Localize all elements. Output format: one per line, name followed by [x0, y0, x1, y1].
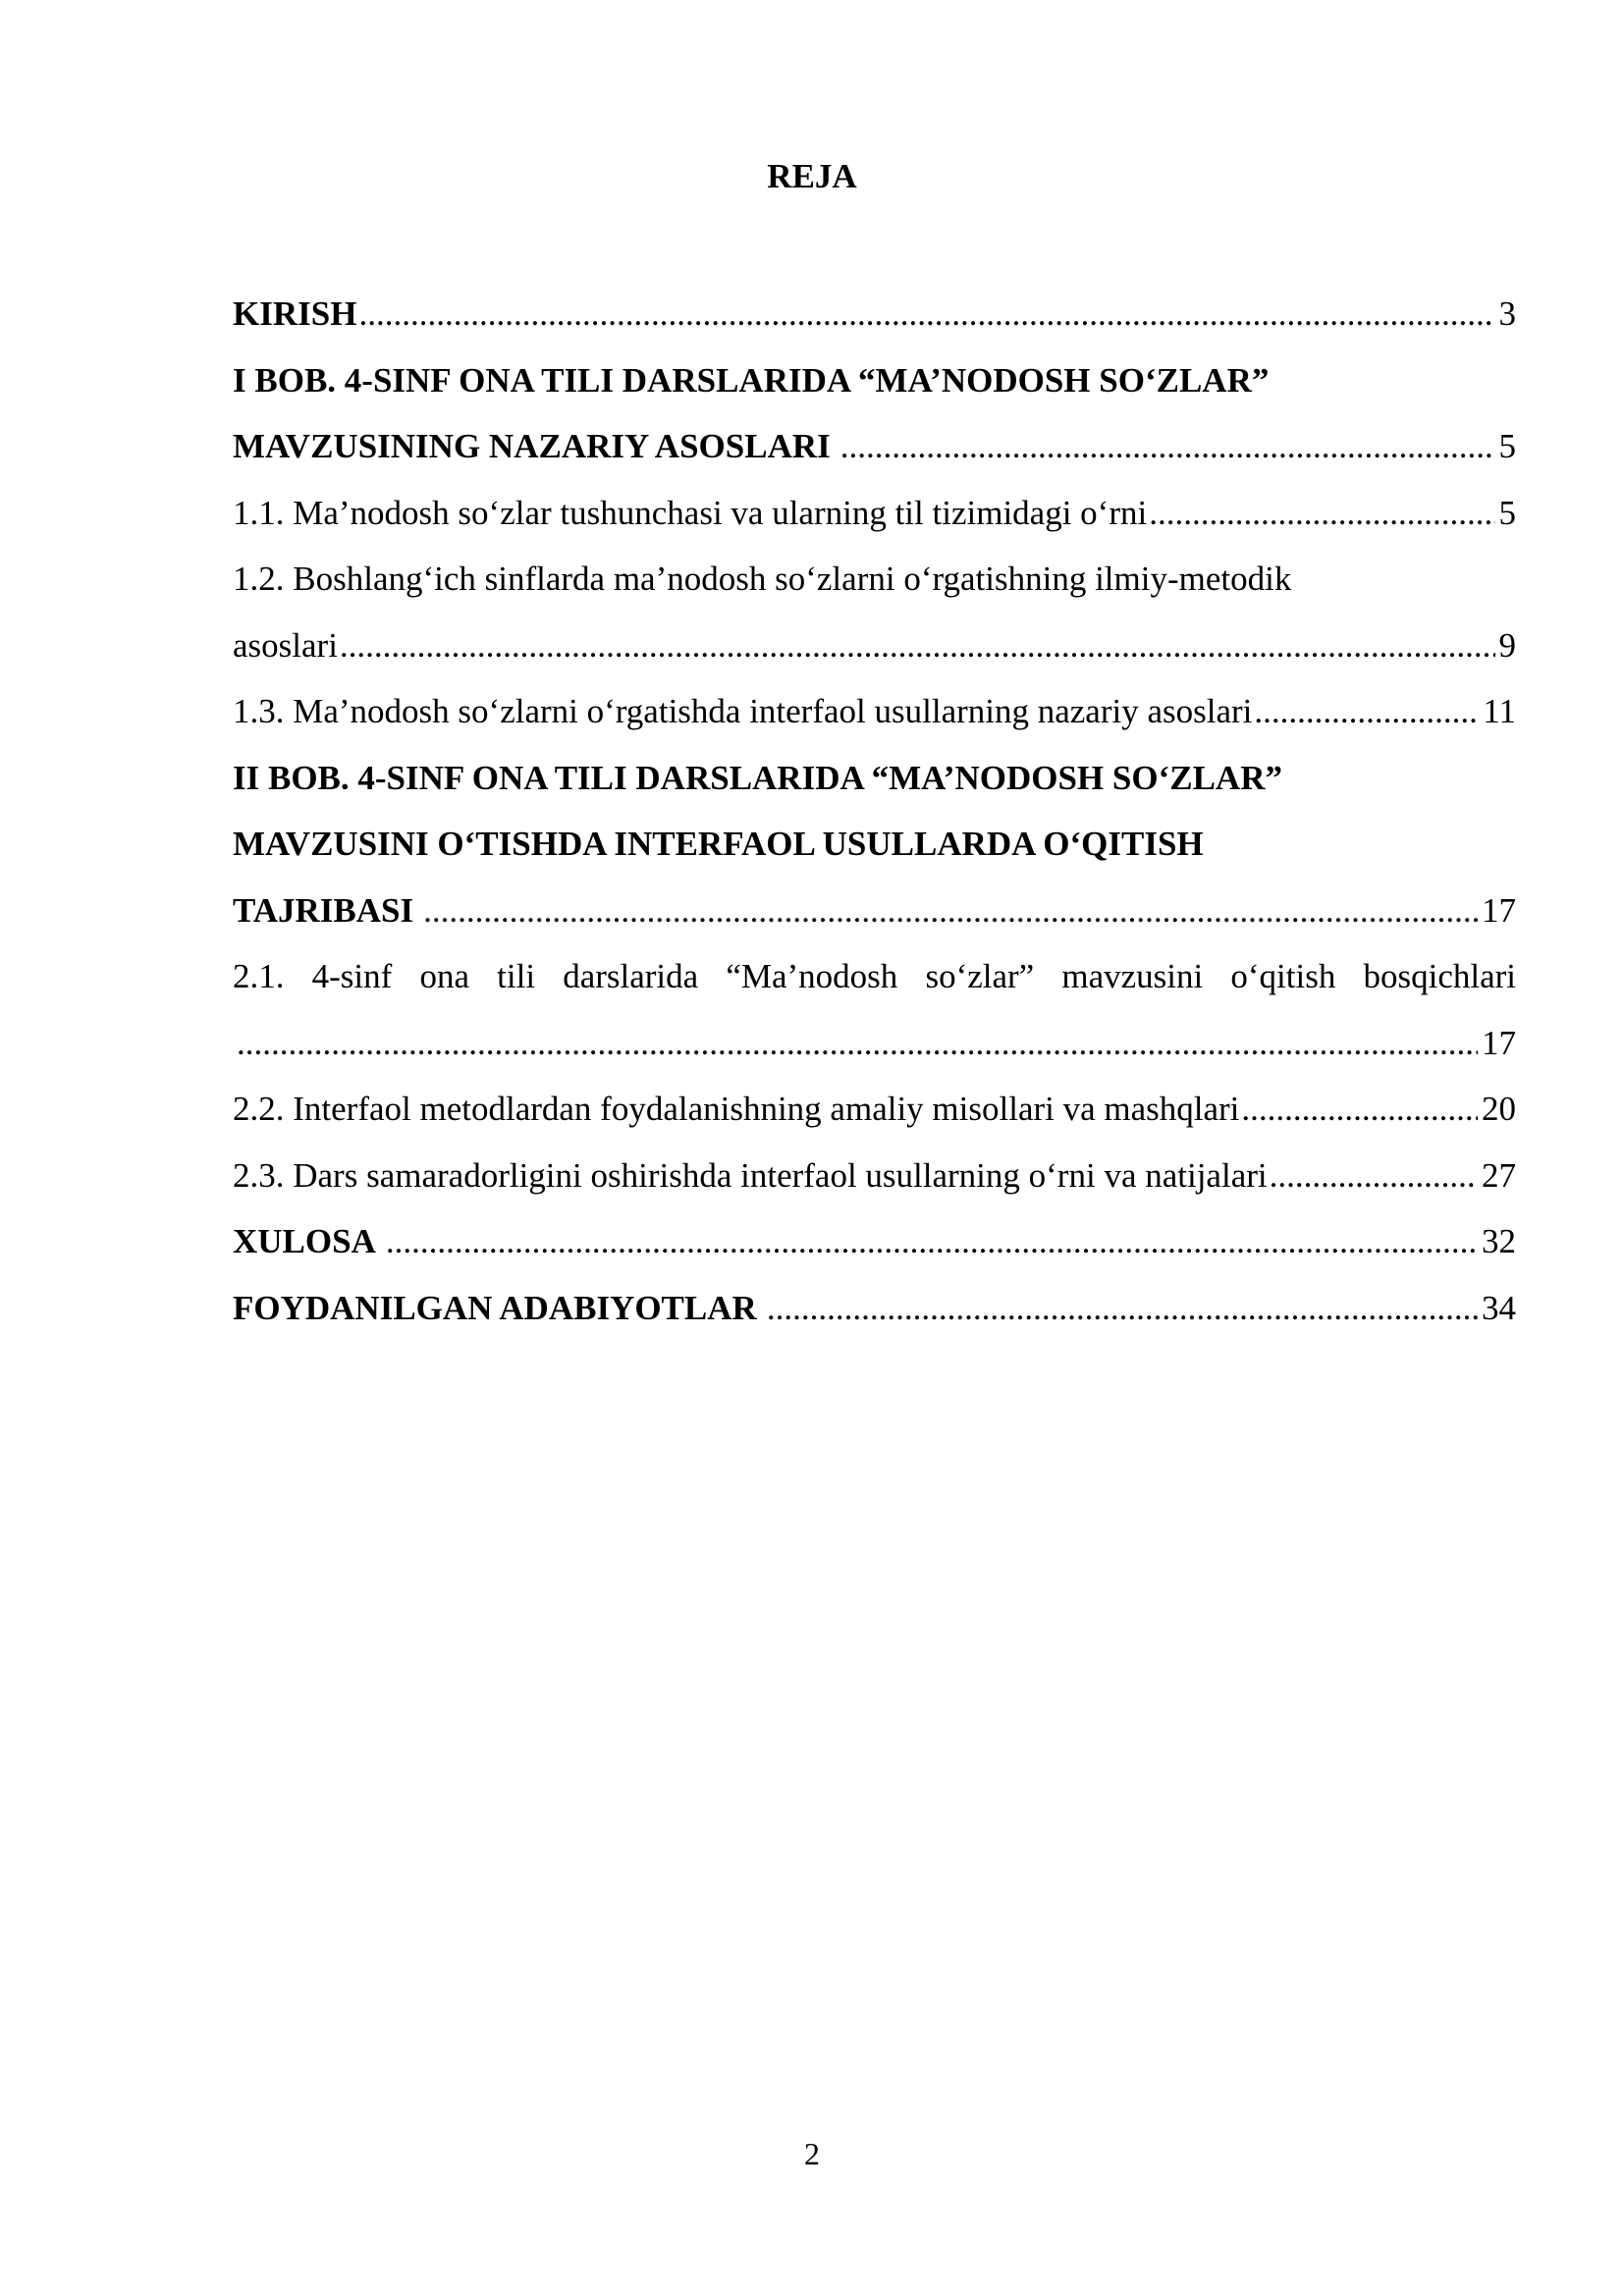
toc-leader [1270, 1154, 1478, 1198]
toc-entry-2-1 [233, 1022, 1516, 1089]
toc-page-number: 3 [1498, 294, 1516, 333]
toc-page-number: 27 [1482, 1155, 1516, 1195]
toc-entry-1-2 [233, 624, 1516, 691]
toc-entry-2-1-line1: 2.1. 4-sinf ona tili darslarida “Ma’nodosh so‘zlar” mavzusini o‘qitish bosqichlari [233, 957, 1516, 995]
toc-entry-label: 1.1. Ma’nodosh so‘zlar tushunchasi va ularning til tizimidagi o‘rni [233, 493, 1148, 532]
toc-entry-adabiyotlar [233, 1287, 1516, 1354]
toc-page-number: 32 [1482, 1222, 1516, 1260]
toc-entry-label: asoslari [233, 625, 338, 665]
toc-entry-2-3 [233, 1154, 1516, 1221]
page-title: REJA [767, 157, 857, 195]
toc-entry-label: 2.3. Dars samaradorligini oshirishda interfaol usullarning o‘rni va natijalari [233, 1155, 1268, 1195]
toc-leader [1254, 690, 1479, 733]
toc-entry-label: 2.2. Interfaol metodlardan foydalanishning amaliy misollari va mashqlari [233, 1090, 1240, 1128]
toc-page-number: 5 [1498, 493, 1516, 532]
toc-page-number: 17 [1482, 890, 1516, 930]
toc-page-number: 34 [1482, 1288, 1516, 1327]
toc-entry-bob1 [233, 425, 1516, 492]
table-of-contents [233, 293, 1516, 1353]
toc-leader [1241, 1088, 1478, 1131]
toc-entry-bob1-line1: I BOB. 4-SINF ONA TILI DARSLARIDA “MA’NODOSH SO‘ZLAR” [233, 360, 1270, 400]
toc-leader [423, 889, 1478, 933]
toc-entry-label: TAJRIBASI [233, 890, 414, 930]
toc-leader [340, 624, 1495, 667]
toc-entry-label: FOYDANILGAN ADABIYOTLAR [233, 1288, 757, 1327]
toc-entry-label: XULOSA [233, 1222, 376, 1260]
toc-page-number: 5 [1498, 427, 1516, 465]
toc-page-number: 11 [1483, 692, 1516, 730]
toc-leader [386, 1220, 1478, 1263]
page-number: 2 [804, 2136, 820, 2171]
toc-page-number: 17 [1482, 1023, 1516, 1062]
toc-entry-bob2 [233, 889, 1516, 956]
toc-page-number: 20 [1482, 1090, 1516, 1128]
toc-leader [358, 293, 1494, 336]
toc-entry-bob2-line2: MAVZUSINI O‘TISHDA INTERFAOL USULLARDA O‘QITISH [233, 825, 1204, 863]
toc-leader [237, 1022, 1478, 1065]
toc-leader [840, 425, 1495, 468]
toc-entry-2-2 [233, 1088, 1516, 1154]
toc-leader [1149, 492, 1494, 535]
toc-entry-1-2-line1: 1.2. Boshlang‘ich sinflarda ma’nodosh so‘zlarni o‘rgatishning ilmiy-metodik [233, 560, 1292, 598]
toc-leader [767, 1287, 1478, 1330]
toc-entry-bob2-line1: II BOB. 4-SINF ONA TILI DARSLARIDA “MA’NODOSH SO‘ZLAR” [233, 758, 1282, 797]
toc-page-number: 9 [1498, 625, 1516, 665]
toc-entry-kirish [233, 293, 1516, 359]
toc-entry-xulosa [233, 1220, 1516, 1287]
toc-entry-label: KIRISH [233, 294, 357, 333]
toc-entry-1-3 [233, 690, 1516, 757]
toc-entry-label: 1.3. Ma’nodosh so‘zlarni o‘rgatishda interfaol usullarning nazariy asoslari [233, 692, 1253, 730]
toc-entry-1-1 [233, 492, 1516, 559]
toc-entry-label: MAVZUSINING NAZARIY ASOSLARI [233, 427, 831, 465]
